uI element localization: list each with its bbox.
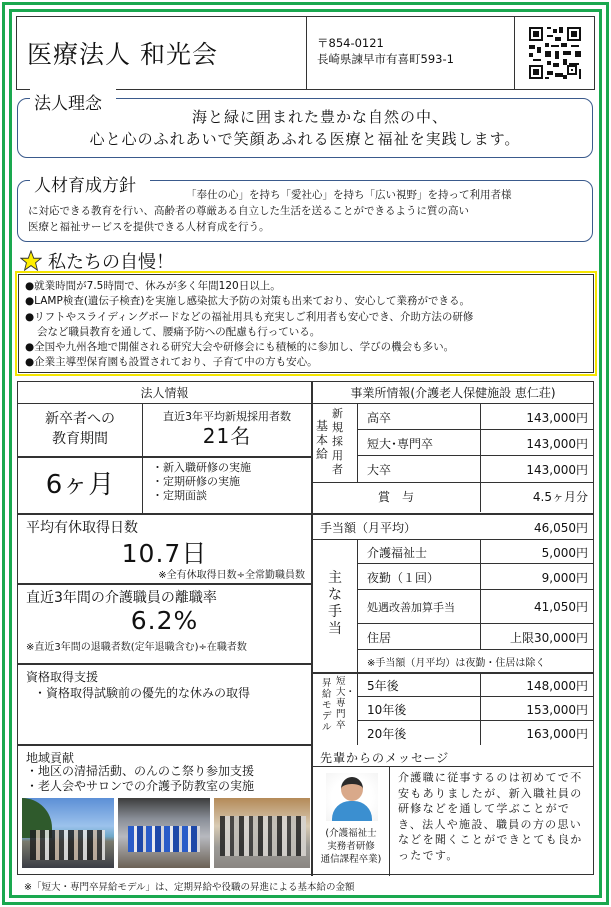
senior-caption-line: (介護福祉士 [325, 828, 377, 839]
philosophy-label: 法人理念 [30, 89, 116, 114]
allowance-row-label: 介護福祉士 [367, 546, 428, 560]
allowance-row-value: 41,050円 [534, 600, 588, 614]
paid-leave-note: ※全有休取得日数÷全常勤職員数 [158, 570, 305, 581]
allowance-row-label: 住居 [367, 631, 392, 645]
main-allowance-label: 主な手当 [328, 570, 342, 637]
training-list [152, 461, 251, 503]
allowance-total-label: 手当額（月平均） [320, 521, 417, 535]
base-pay-row-label: 高卒 [367, 411, 392, 425]
footnote: ※「短大・専門卒昇給モデル」は、定期昇給や役職の昇進による基本給の金額 [24, 882, 355, 893]
divider [18, 744, 311, 746]
allowance-row [358, 590, 594, 624]
allowance-row [358, 624, 594, 650]
base-pay-label: 基本給 [316, 419, 329, 461]
base-pay-row-value: 143,000円 [526, 411, 588, 425]
raise-model-label-1: 短大・専門卒 [336, 676, 356, 731]
policy-text [28, 187, 582, 235]
allowance-row-label: 夜勤（１回） [367, 571, 440, 585]
divider [480, 540, 481, 650]
paid-leave-label: 平均有休取得日数 [26, 520, 138, 536]
postal-code: 〒854-0121 [317, 36, 384, 50]
edu-period-value: 6ヶ月 [18, 457, 143, 513]
address: 長崎県諫早市有喜町593-1 [317, 52, 454, 66]
senior-caption [312, 827, 390, 866]
raise-model-row-value: 163,000円 [526, 727, 588, 741]
star-icon [20, 250, 42, 272]
header [16, 16, 595, 90]
base-pay-row [358, 430, 594, 456]
facility-info-header: 事業所情報(介護老人保健施設 恵仁荘) [312, 382, 594, 404]
senior-photo [326, 773, 378, 821]
base-pay-row-label: 短大･専門卒 [367, 437, 434, 451]
new-hires-cell [143, 404, 311, 456]
community-item: ・地区の清掃活動、のんのこ祭り参加支援 [26, 764, 255, 778]
bonus-value: 4.5ヶ月分 [532, 490, 588, 504]
base-pay-row [358, 456, 594, 483]
senior-profile [312, 767, 390, 876]
divider [18, 583, 311, 585]
divider [312, 513, 594, 515]
new-hires-label: 直近3年平均新規採用者数 [163, 410, 291, 423]
allowance-row [358, 540, 594, 564]
philosophy-text [18, 106, 592, 150]
pride-item: ●全国や九州各地で開催される研究大会や研修会にも積極的に参加し、学びの機会も多い。 [25, 341, 455, 354]
festival-dance-photo [118, 798, 210, 868]
beach-cleanup-photo [22, 798, 114, 868]
senior-caption-line: 実務者研修 [327, 841, 375, 852]
raise-model-row [358, 673, 594, 697]
qualification-label: 資格取得支援 [26, 670, 99, 684]
raise-model-label-cell [312, 673, 358, 745]
edu-period-label-1: 新卒者への [45, 411, 115, 427]
pride-title: 私たちの自慢！ [48, 252, 174, 273]
base-pay-row-value: 143,000円 [526, 463, 588, 477]
corp-info-header: 法人情報 [18, 382, 311, 404]
policy-line-3: 医療と福祉サービスを提供できる人材育成を行う。 [28, 221, 270, 233]
edu-period-label [18, 404, 143, 456]
base-pay-row [358, 404, 594, 430]
exercise-class-photo [214, 798, 310, 868]
paid-leave-value: 10.7日 [121, 539, 208, 568]
policy-line-1: 「奉仕の心」を持ち「愛社心」を持ち「広い視野」を持って利用者様 [186, 189, 512, 201]
divider [480, 673, 481, 745]
senior-caption-line: 通信課程卒業) [320, 854, 382, 865]
edu-period-label-2: 教育期間 [52, 431, 108, 447]
turnover-note: ※直近3年間の退職者数(定年退職含む)÷在職者数 [26, 642, 247, 653]
org-name: 医療法人 和光会 [17, 17, 307, 89]
allowance-rows [358, 540, 594, 672]
message-header: 先輩からのメッセージ [320, 751, 450, 765]
allowance-note: ※手当額（月平均）は夜勤・住居は除く [367, 658, 546, 669]
raise-model-row [358, 721, 594, 745]
message-text: 介護職に従事するのは初めてで不安もありましたが、新入職社員の研修などを通して学ぶことができ、法人や施設、職員の方の思いなどを聞くことができとても良かったです。 [398, 771, 583, 862]
pride-list [18, 274, 594, 373]
philosophy-section [17, 94, 593, 158]
community-photos [22, 798, 310, 868]
community-list [26, 764, 254, 794]
allowance-total-value: 46,050円 [534, 521, 588, 535]
divider [18, 663, 311, 665]
divider [18, 513, 311, 515]
raise-model-row-label: 5年後 [367, 679, 399, 693]
raise-model-row-label: 10年後 [367, 703, 407, 717]
pride-item: ●就業時間が7.5時間で、休みが多く年間120日以上。 [25, 280, 281, 292]
raise-model-row [358, 697, 594, 721]
bonus-label: 賞 与 [377, 490, 414, 504]
pride-item-continued: 会など職員教育を通して、腰痛予防への配慮も行っている。 [37, 325, 321, 338]
policy-label: 人材育成方針 [30, 171, 150, 196]
new-hires-value: 21名 [202, 424, 252, 448]
info-table [17, 381, 594, 875]
training-item: ・定期研修の実施 [152, 475, 240, 488]
allowance-row-value: 5,000円 [541, 546, 588, 560]
allowance-row-label: 処遇改善加算手当 [367, 601, 455, 614]
raise-model-row-value: 148,000円 [526, 679, 588, 693]
raise-model-row-label: 20年後 [367, 727, 407, 741]
policy-section [17, 176, 593, 242]
turnover-label: 直近3年間の介護職員の離職率 [26, 590, 217, 606]
base-pay-label-cell [312, 404, 358, 483]
community-item: ・老人会やサロンでの介護予防教室の実施 [26, 779, 255, 793]
main-allowance-label-cell [312, 540, 358, 672]
allowance-row-value: 9,000円 [541, 571, 588, 585]
qr-cell [515, 17, 594, 89]
pride-item: ●リフトやスライディングボードなどの福祉用具も充実しご利用者も安心でき、介助方法の研修 [25, 310, 474, 323]
training-item: ・定期面談 [152, 489, 207, 502]
base-pay-row-value: 143,000円 [526, 437, 588, 451]
pride-item: ●企業主導型保育園も設置されており、子育て中の方も安心。 [25, 356, 318, 369]
raise-model-label-2: 昇給モデル [322, 678, 332, 733]
address-block [307, 17, 515, 89]
qualification-item: ・資格取得試験前の優先的な休みの取得 [34, 686, 251, 700]
base-pay-row-label: 大卒 [367, 463, 392, 477]
raise-model-rows [358, 673, 594, 745]
turnover-value: 6.2% [130, 606, 199, 635]
policy-line-2: に対応できる教育を行い、高齢者の尊厳ある自立した生活を送ることができるように質の高い [28, 205, 469, 217]
pride-heading [20, 248, 174, 274]
new-hire-label: 新規採用者 [332, 407, 343, 476]
philosophy-line-1: 海と緑に囲まれた豊かな自然の中、 [191, 108, 448, 126]
philosophy-line-2: 心と心のふれあいで笑顔あふれる医療と福祉を実践します。 [89, 130, 521, 148]
qr-code-icon[interactable] [527, 25, 583, 81]
allowance-row [358, 564, 594, 590]
allowance-row-value: 上限30,000円 [510, 631, 588, 645]
pride-item: ●LAMP検査(遺伝子検査)を実施し感染拡大予防の対策も出来ており、安心して業務ができる。 [25, 295, 471, 308]
training-item: ・新入職研修の実施 [152, 461, 251, 474]
raise-model-row-value: 153,000円 [526, 703, 588, 717]
community-label: 地域貢献 [26, 751, 75, 765]
